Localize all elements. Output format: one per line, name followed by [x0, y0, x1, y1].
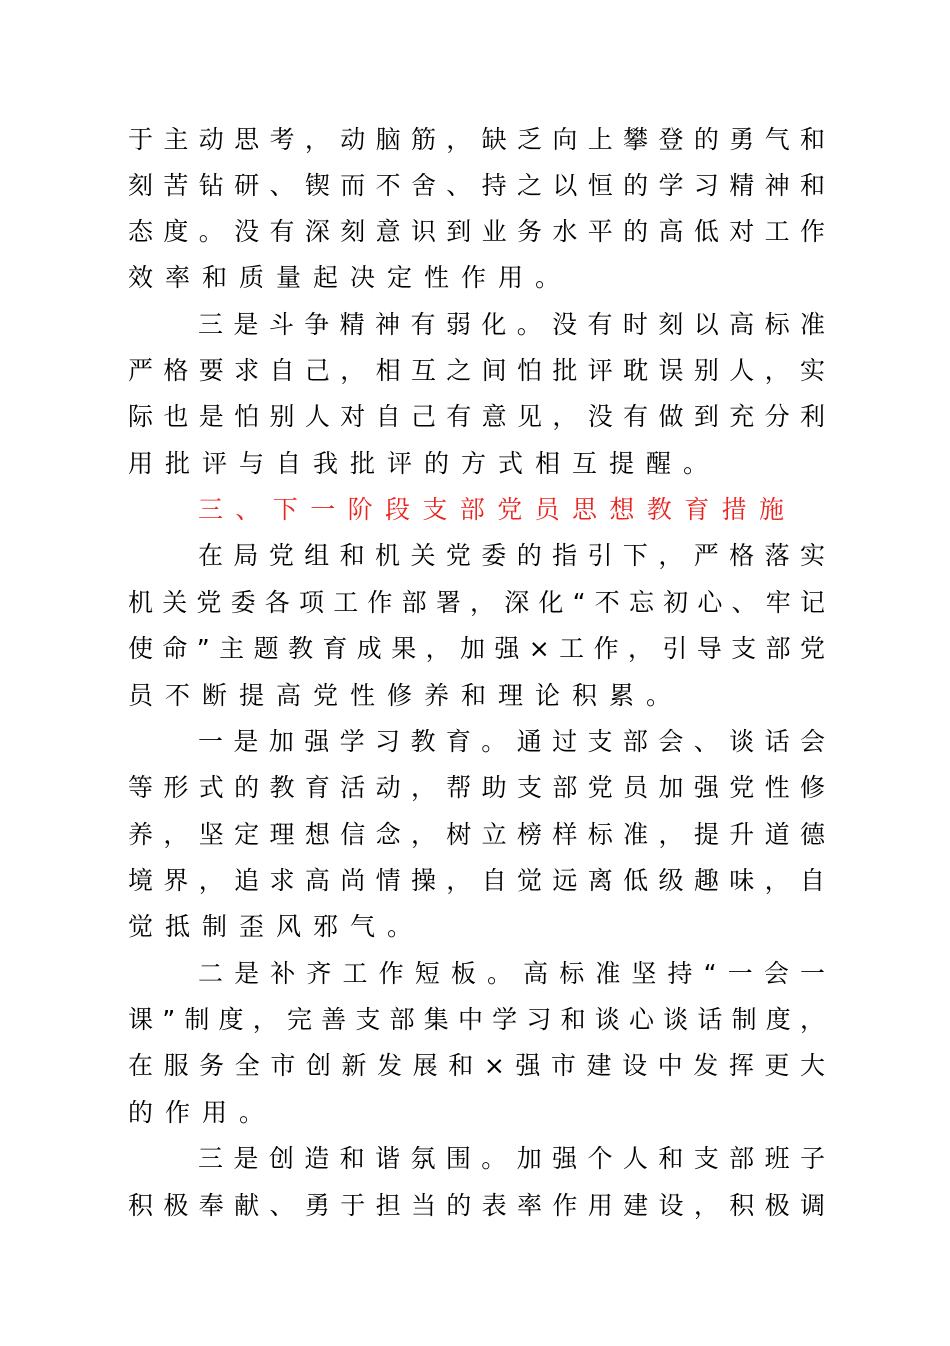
text-line: 积极奉献、勇于担当的表率作用建设，积极调	[128, 1191, 825, 1220]
text-line: 刻苦钻研、锲而不舍、持之以恒的学习精神和	[128, 171, 825, 200]
text-line: 际也是怕别人对自己有意见，没有做到充分利	[128, 402, 825, 431]
section-heading: 三、下一阶段支部党员思想教育措施	[198, 495, 797, 524]
text-line: 使命”主题教育成果，加强×工作，引导支部党	[128, 634, 825, 663]
text-line: 觉抵制歪风邪气。	[128, 912, 425, 941]
text-line: 养，坚定理想信念，树立榜样标准，提升道德	[128, 820, 825, 849]
text-line: 二是补齐工作短板。高标准坚持“一会一	[198, 959, 825, 988]
text-line: 在服务全市创新发展和×强市建设中发挥更大	[128, 1051, 825, 1080]
text-line: 三是创造和谐氛围。加强个人和支部班子	[198, 1144, 825, 1173]
text-line: 一是加强学习教育。通过支部会、谈话会	[198, 727, 825, 756]
text-line: 用批评与自我批评的方式相互提醒。	[128, 449, 721, 478]
text-line: 严格要求自己，相互之间怕批评耽误别人，实	[128, 356, 825, 385]
text-line: 课”制度，完善支部集中学习和谈心谈话制度，	[128, 1005, 825, 1034]
text-line: 员不断提高党性修养和理论积累。	[128, 681, 684, 710]
text-line: 在局党组和机关党委的指引下，严格落实	[198, 541, 825, 570]
text-line: 机关党委各项工作部署，深化“不忘初心、牢记	[128, 588, 825, 617]
text-line: 等形式的教育活动，帮助支部党员加强党性修	[128, 773, 825, 802]
text-line: 的作用。	[128, 1098, 277, 1127]
text-line: 三是斗争精神有弱化。没有时刻以高标准	[198, 310, 825, 339]
text-line: 态度。没有深刻意识到业务水平的高低对工作	[128, 217, 825, 246]
text-line: 效率和质量起决定性作用。	[128, 263, 573, 292]
text-line: 境界，追求高尚情操，自觉远离低级趣味，自	[128, 866, 825, 895]
text-line: 于主动思考，动脑筋，缺乏向上攀登的勇气和	[128, 125, 825, 154]
